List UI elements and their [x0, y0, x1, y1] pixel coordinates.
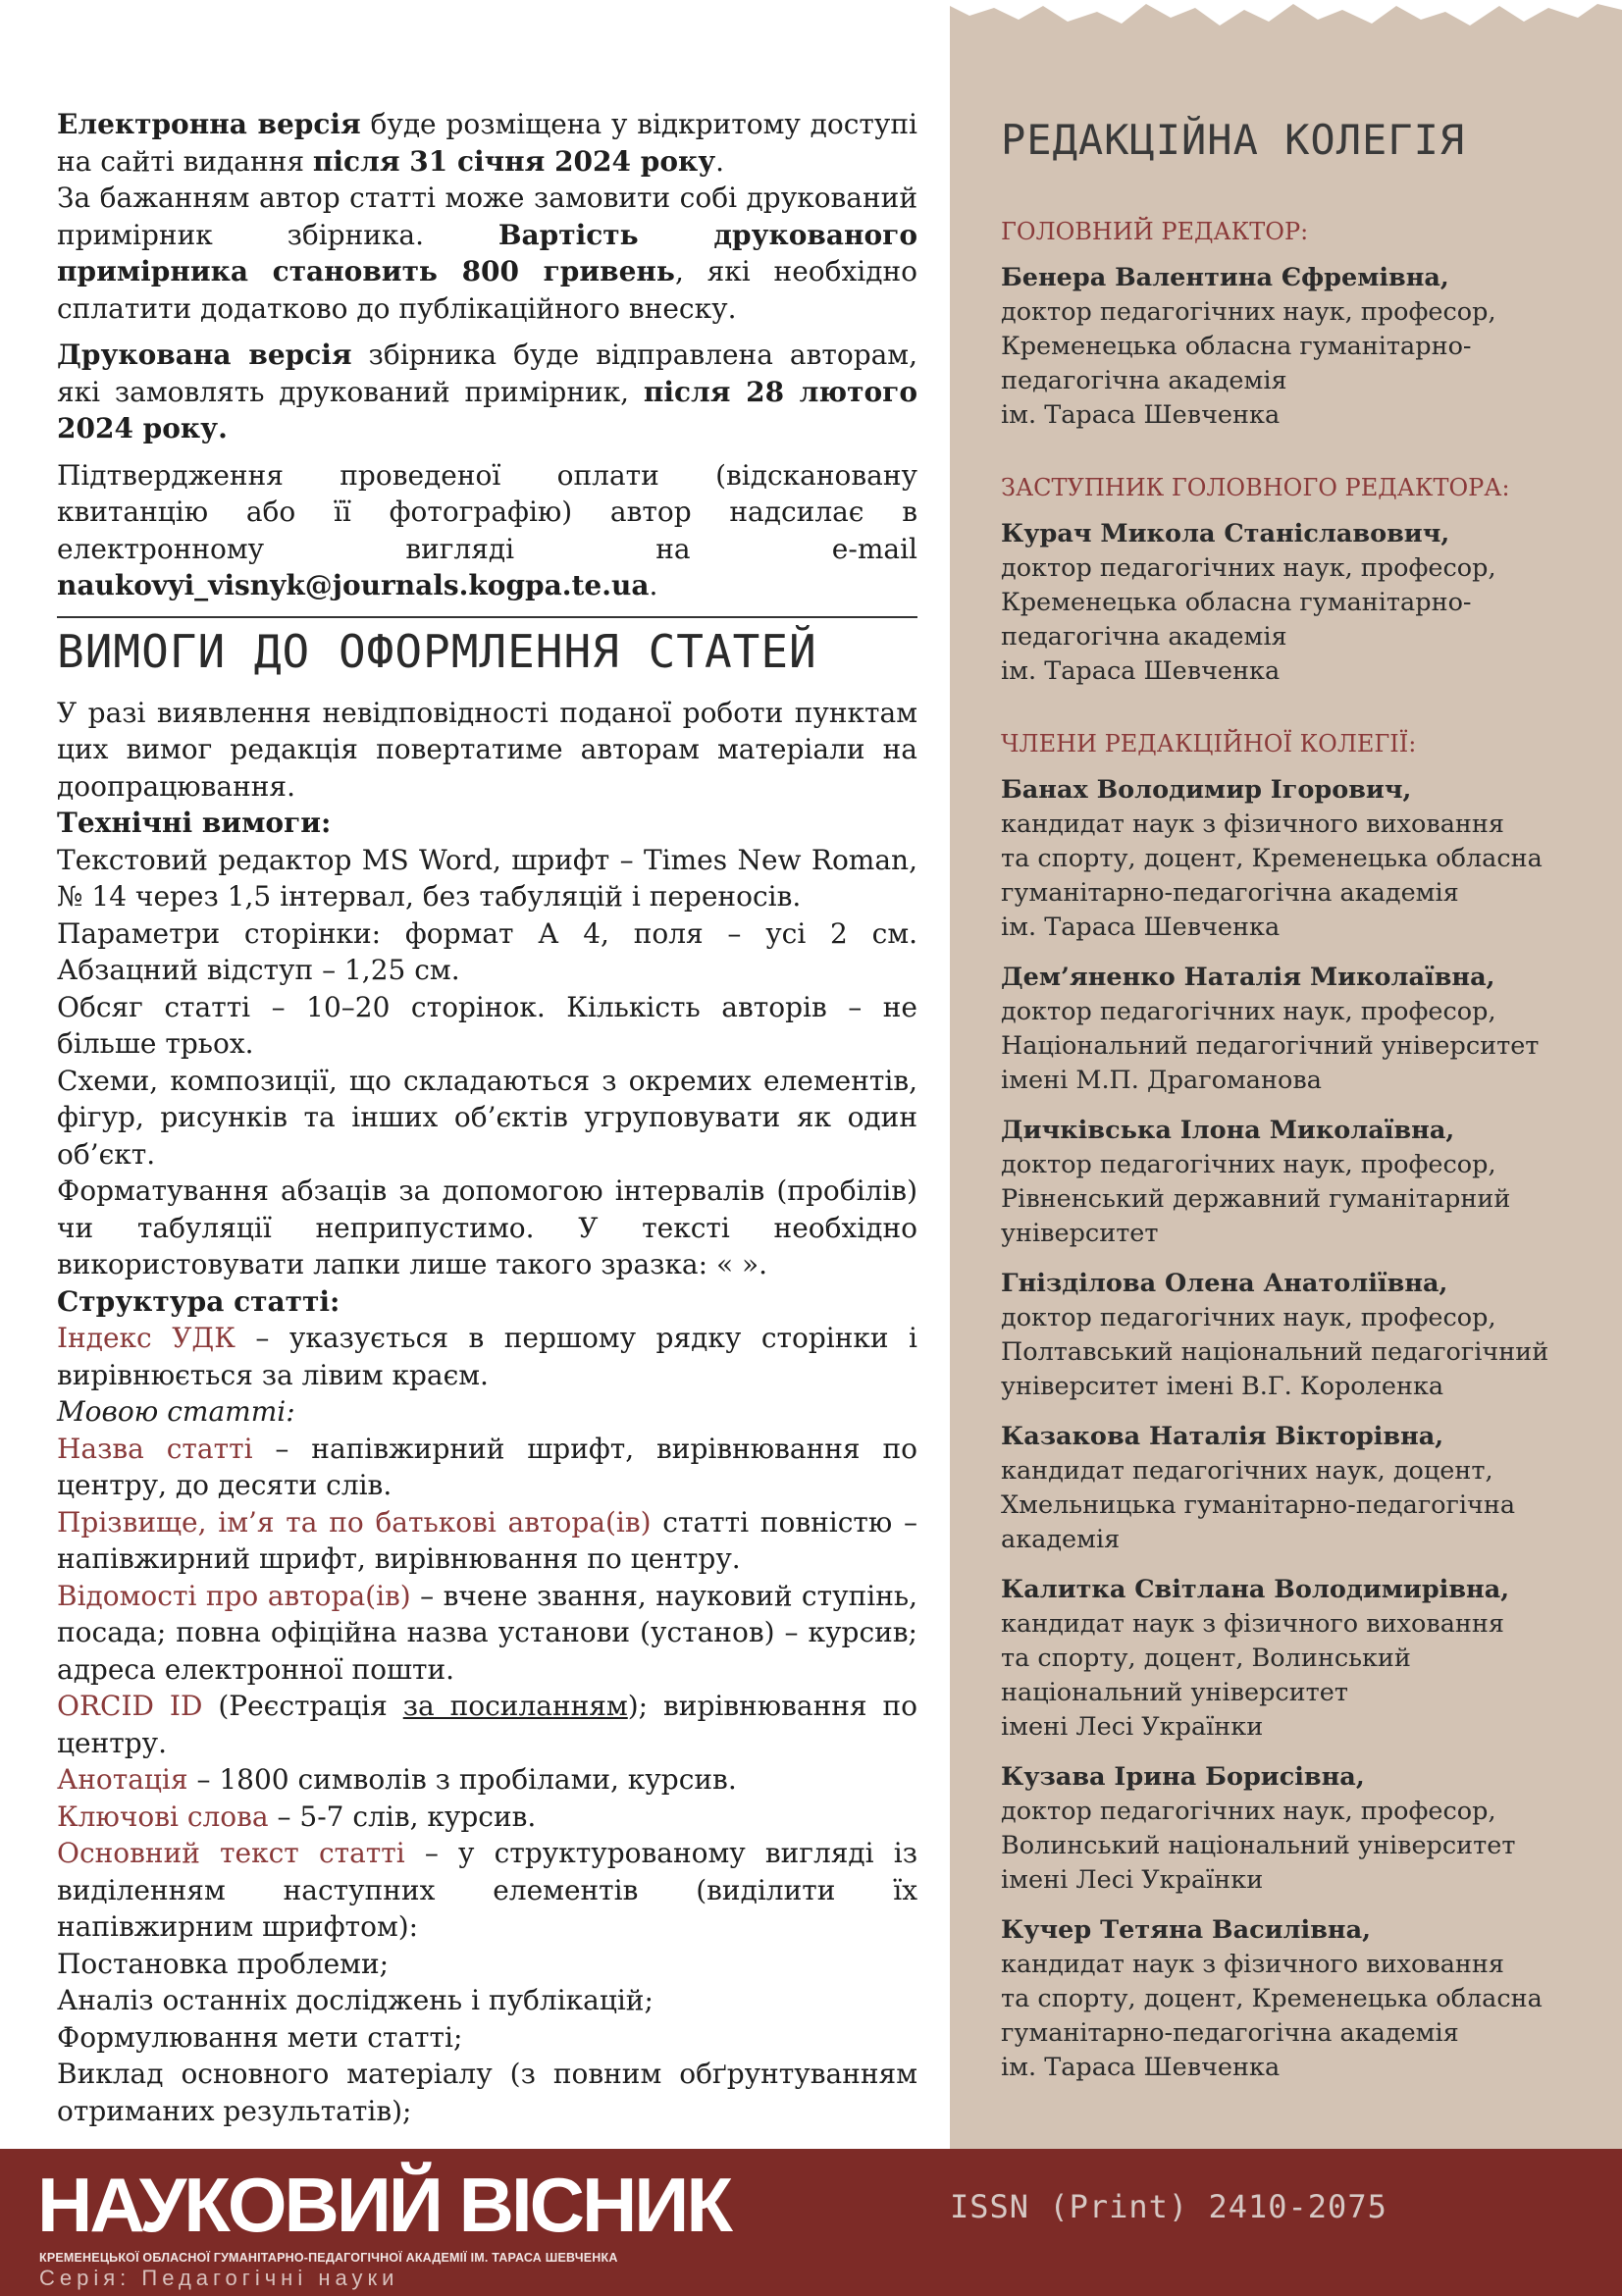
structure-heading: Структура статті: [57, 1284, 340, 1318]
person-name: Кучер Тетяна Василівна, [1001, 1915, 1371, 1945]
journal-logo-title: НАУКОВИЙ ВІСНИК [37, 2162, 730, 2248]
structure-element: Формулювання мети статті; [57, 2020, 463, 2054]
board-person: Дичківська Ілона Миколаївна, доктор педагогічних наук, професор, Рівненський державний гуманітарний університет [1001, 1114, 1599, 1251]
person-name: Дичківська Ілона Миколаївна, [1001, 1116, 1455, 1145]
structure-title: Назва статті – напівжирний шрифт, вирівнювання по центру, до десяти слів. [57, 1432, 917, 1501]
board-person: Кучер Тетяна Василівна, кандидат наук з фізичного виховання та спорту, доцент, Кременецька обласна гуманітарно-педагогічна академія ім. Тараса Шевченка [1001, 1913, 1599, 2085]
structure-orcid: ORCID ID (Реєстрація за посиланням); вирівнювання по центру. [57, 1690, 918, 1759]
journal-logo-subtitle: КРЕМЕНЕЦЬКОЇ ОБЛАСНОЇ ГУМАНІТАРНО-ПЕДАГОГІЧНОЇ АКАДЕМІЇ ІМ. ТАРАСА ШЕВЧЕНКА [39, 2251, 618, 2265]
structure-main-text: Основний текст статті – у структурованому вигляді із виділенням наступних елементів (виділити їх напівжирним шрифтом): [57, 1837, 917, 1943]
deputy-editor-section [1001, 472, 1599, 689]
issn: ISSN (Print) 2410-2075 [950, 2188, 1387, 2225]
person-name: Бенера Валентина Єфремівна, [1001, 263, 1449, 292]
lang-note: Мовою статті: [57, 1395, 295, 1428]
board-person: Курач Микола Станіславович, доктор педагогічних наук, професор, Кременецька обласна гуманітарно- педагогічна академія ім. Тараса Шевченка [1001, 517, 1599, 689]
board-person: Казакова Наталія Вікторівна, кандидат педагогічних наук, доцент, Хмельницька гуманітарно-педагогічна академія [1001, 1420, 1599, 1557]
person-name: Гнізділова Олена Анатоліївна, [1001, 1269, 1448, 1298]
tech-heading: Технічні вимоги: [57, 807, 332, 839]
structure-element: Виклад основного матеріалу (з повним обґрунтуванням отриманих результатів); [57, 2058, 917, 2127]
torn-edge-decoration [950, 0, 1622, 39]
structure-keywords: Ключові слова – 5-7 слів, курсив. [57, 1800, 537, 1833]
board-person: Кузава Ірина Борисівна, доктор педагогічних наук, професор, Волинський національний університет імені Лесі Українки [1001, 1760, 1599, 1898]
person-name: Кузава Ірина Борисівна, [1001, 1762, 1365, 1792]
person-name: Дем’яненко Наталія Миколаївна, [1001, 963, 1495, 992]
structure-element: Постановка проблеми; [57, 1947, 390, 1980]
person-name: Казакова Наталія Вікторівна, [1001, 1422, 1444, 1451]
email-link[interactable]: naukovyi_visnyk@journals.kogpa.te.ua [57, 569, 650, 601]
chief-role: ГОЛОВНИЙ РЕДАКТОР: [1001, 218, 1309, 245]
journal-series: Серія: Педагогічні науки [39, 2266, 399, 2290]
board-person: Гнізділова Олена Анатоліївна, доктор педагогічних наук, професор, Полтавський національний педагогічний університет імені В.Г. Короленка [1001, 1267, 1599, 1404]
members-section [1001, 728, 1599, 2085]
deputy-role: ЗАСТУПНИК ГОЛОВНОГО РЕДАКТОРА: [1001, 474, 1510, 501]
intro-paragraph-2: За бажанням автор статті може замовити собі друкований примірник збірника. Вартість друкованого примірника становить 800 гривень, які необхідно сплатити додатково до публікаційного внеску. [57, 182, 917, 325]
chief-editor-section [1001, 216, 1599, 433]
structure-abstract: Анотація – 1800 символів з пробілами, курсив. [57, 1763, 737, 1796]
structure-info: Відомості про автора(ів) – вчене звання, науковий ступінь, посада; повна офіційна назва установи (установ) – курсив; адреса електронної пошти. [57, 1579, 917, 1686]
intro-paragraph-3: Друкована версія збірника буде відправлена авторам, які замовлять друкований примірник, після 28 лютого 2024 року. [57, 339, 917, 444]
person-name: Банах Володимир Ігорович, [1001, 775, 1412, 805]
intro-paragraph-4: Підтвердження проведеної оплати (відскановану квитанцію або її фотографію) автор надсилає в електронному вигляді на e-mail naukovyi_visnyk@journals.kogpa.te.ua. [57, 458, 917, 601]
structure-element: Аналіз останніх досліджень і публікацій; [57, 1984, 654, 2016]
requirements-intro: У разі виявлення невідповідності поданої роботи пунктам цих вимог редакція повертатиме авторам матеріали на доопрацювання. [57, 696, 917, 803]
tech-item: Параметри сторінки: формат А 4, поля – усі 2 см. Абзацний відступ – 1,25 см. [57, 916, 917, 986]
orcid-link[interactable]: за посиланням [402, 1690, 628, 1722]
tech-item: Текстовий редактор MS Word, шрифт – Times New Roman, № 14 через 1,5 інтервал, без табуляцій і переносів. [57, 843, 917, 913]
person-name: Калитка Світлана Володимирівна, [1001, 1575, 1510, 1604]
board-person: Калитка Світлана Володимирівна, кандидат наук з фізичного виховання та спорту, доцент, Волинський національний університет імені Лесі Українки [1001, 1573, 1599, 1745]
divider [57, 616, 917, 618]
person-name: Курач Микола Станіславович, [1001, 519, 1450, 548]
tech-item: Обсяг статті – 10–20 сторінок. Кількість авторів – не більше трьох. [57, 990, 917, 1060]
structure-udk: Індекс УДК – указується в першому рядку сторінки і вирівнюється за лівим краєм. [57, 1322, 917, 1391]
requirements-heading: ВИМОГИ ДО ОФОРМЛЕННЯ СТАТЕЙ [57, 624, 817, 678]
board-heading: РЕДАКЦІЙНА КОЛЕГІЯ [1001, 116, 1466, 164]
tech-item: Форматування абзаців за допомогою інтервалів (пробілів) чи табуляції неприпустимо. У тексті необхідно використовувати лапки лише такого зразка: « ». [57, 1174, 917, 1280]
main-column [57, 106, 917, 2129]
tech-item: Схеми, композиції, що складаються з окремих елементів, фігур, рисунків та інших об’єктів угруповувати як один об’єкт. [57, 1064, 917, 1171]
board-person: Банах Володимир Ігорович, кандидат наук з фізичного виховання та спорту, доцент, Кременецька обласна гуманітарно-педагогічна академія ім. Тараса Шевченка [1001, 773, 1599, 945]
footer-bar [0, 2149, 1622, 2296]
editorial-board-panel [950, 0, 1622, 2149]
board-content [1001, 116, 1599, 2101]
board-person: Бенера Валентина Єфремівна, доктор педагогічних наук, професор, Кременецька обласна гуманітарно- педагогічна академія ім. Тараса Шевченка [1001, 261, 1599, 433]
members-role: ЧЛЕНИ РЕДАКЦІЙНОЇ КОЛЕГІЇ: [1001, 730, 1417, 757]
board-person: Дем’яненко Наталія Миколаївна, доктор педагогічних наук, професор, Національний педагогічний університет імені М.П. Драгоманова [1001, 961, 1599, 1098]
intro-paragraph-1: Електронна версія буде розміщена у відкритому доступі на сайті видання після 31 січня 2024 року. [57, 108, 917, 178]
structure-authors: Прізвище, ім’я та по батькові автора(ів) статті повністю – напівжирний шрифт, вирівнювання по центру. [57, 1505, 917, 1575]
